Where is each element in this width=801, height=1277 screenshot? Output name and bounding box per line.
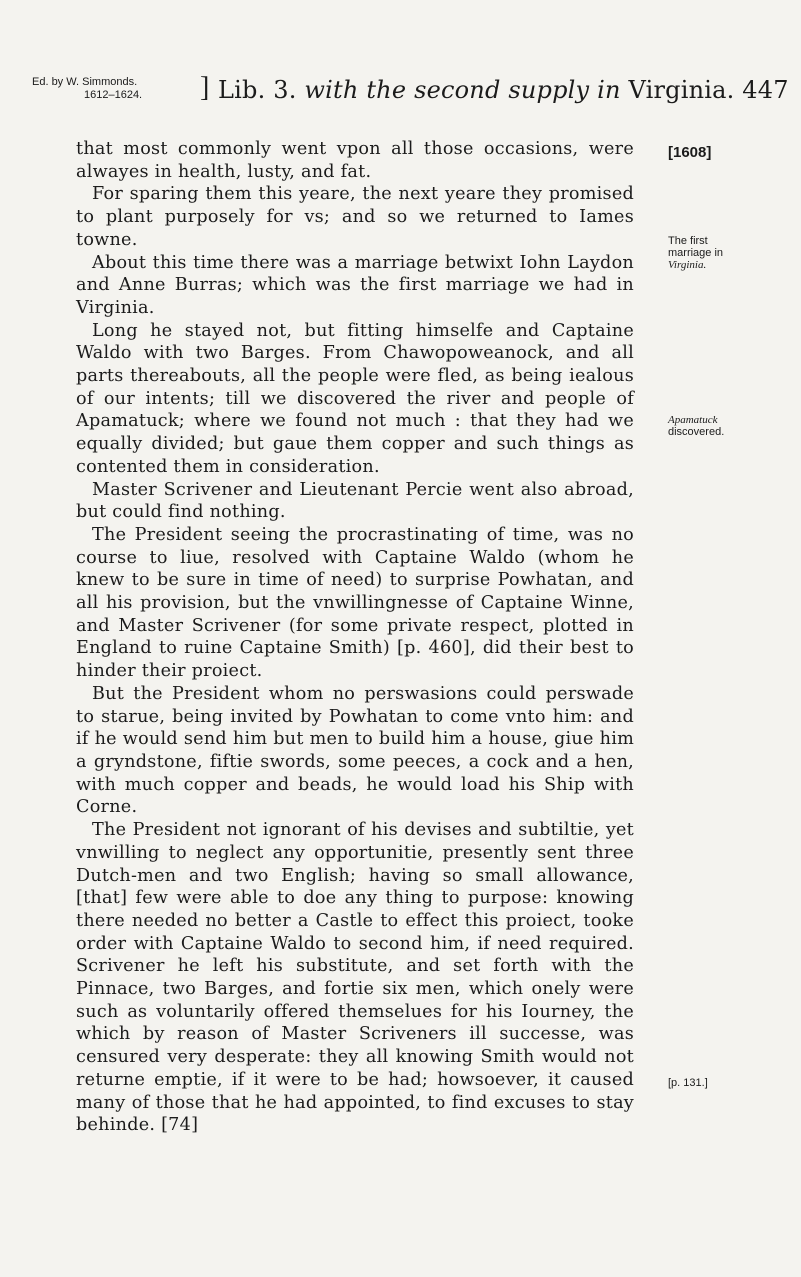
page-number: 447 <box>742 76 789 104</box>
paragraph <box>76 183 634 251</box>
margin-note-line: discovered. <box>668 426 725 438</box>
editor-years: 1612–1624. <box>84 89 143 101</box>
paragraph <box>76 819 634 1137</box>
editor-credit <box>32 76 142 102</box>
margin-note-apamatuck <box>668 414 724 438</box>
margin-page-ref: [p. 131.] <box>668 1077 708 1089</box>
margin-year: [1608] <box>668 144 712 161</box>
paragraph-text: The President seeing the procrastinating of time, was no course to liue, resolved with Captaine Waldo (whom he knew to be sure in time of need) to surprise Powhatan, and all his provision, but the vnwillingnesse of Captaine Winne, and Master Scrivener (for some private respect, plotted in England to ruine Captaine Smith) [p. 460], did their best to hinder their proiect. <box>76 524 634 682</box>
running-header <box>32 70 789 110</box>
paragraph-text: The President not ignorant of his devises and subtiltie, yet vnwilling to neglect any opportunitie, presently sent three Dutch-men and two English; having so small allowance, [that] few were able to doe any thing to purpose: knowing there needed no better a Castle to effect this proiect, tooke order with Captaine Waldo to second him, if need required. Scrivener he left his substitute, and set forth with the Pinnace, two Barges, and fortie six men, which onely were such as voluntarily offered themselues for his Iourney, the which by reason of Master Scriveners ill successe, was censured very desperate: they all knowing Smith would not returne emptie, if it were to be had; howsoever, it caused many of those that he had appointed, to find excuses to stay behinde. [74] <box>76 820 634 1136</box>
paragraph <box>76 320 634 479</box>
bracket-mark: ] <box>200 72 210 103</box>
margin-note-line: Apamatuck <box>668 414 718 426</box>
paragraph <box>76 479 634 524</box>
main-text <box>76 138 634 1137</box>
editor-name: Ed. by W. Simmonds. <box>32 76 138 88</box>
paragraph <box>76 138 634 183</box>
paragraph <box>76 252 634 320</box>
title-italic: with the second supply in <box>304 76 621 104</box>
margin-note-line: marriage in <box>668 247 724 259</box>
paragraph-text: Long he stayed not, but fitting himselfe and Captaine Waldo with two Barges. From Chawopoweanock, and all parts thereabouts, all the people were fled, as being iealous of our intents; till we discovered the river and people of Apamatuck; where we found not much : that they had we equally divided; but gaue them copper and such things as contented them in consideration. <box>76 320 634 477</box>
paragraph-text: But the President whom no perswasions could perswade to starue, being invited by Powhatan to come vnto him: and if he would send him but men to build him a house, giue him a gryndstone, fiftie swords, some peeces, a cock and a hen, with much copper and beads, he would load his Ship with Corne. <box>76 683 634 818</box>
margin-note-first-marriage <box>668 235 723 271</box>
margin-note-line: The first <box>668 235 708 247</box>
paragraph <box>76 683 634 819</box>
paragraph-text: Master Scrivener and Lieutenant Percie went also abroad, but could find nothing. <box>76 479 634 523</box>
paragraph <box>76 524 634 683</box>
running-title <box>218 76 789 104</box>
book-number: Lib. 3. <box>218 76 297 104</box>
paragraph-text: For sparing them this yeare, the next yeare they promised to plant purposely for vs; and so we returned to Iames towne. <box>76 184 634 250</box>
paragraph-text: that most commonly went vpon all those occasions, were alwayes in health, lusty, and fat. <box>76 139 634 182</box>
title-place: Virginia. <box>628 76 735 104</box>
margin-note-line: Virginia. <box>668 259 707 271</box>
paragraph-text: About this time there was a marriage betwixt Iohn Laydon and Anne Burras; which was the first marriage we had in Virginia. <box>76 252 634 318</box>
